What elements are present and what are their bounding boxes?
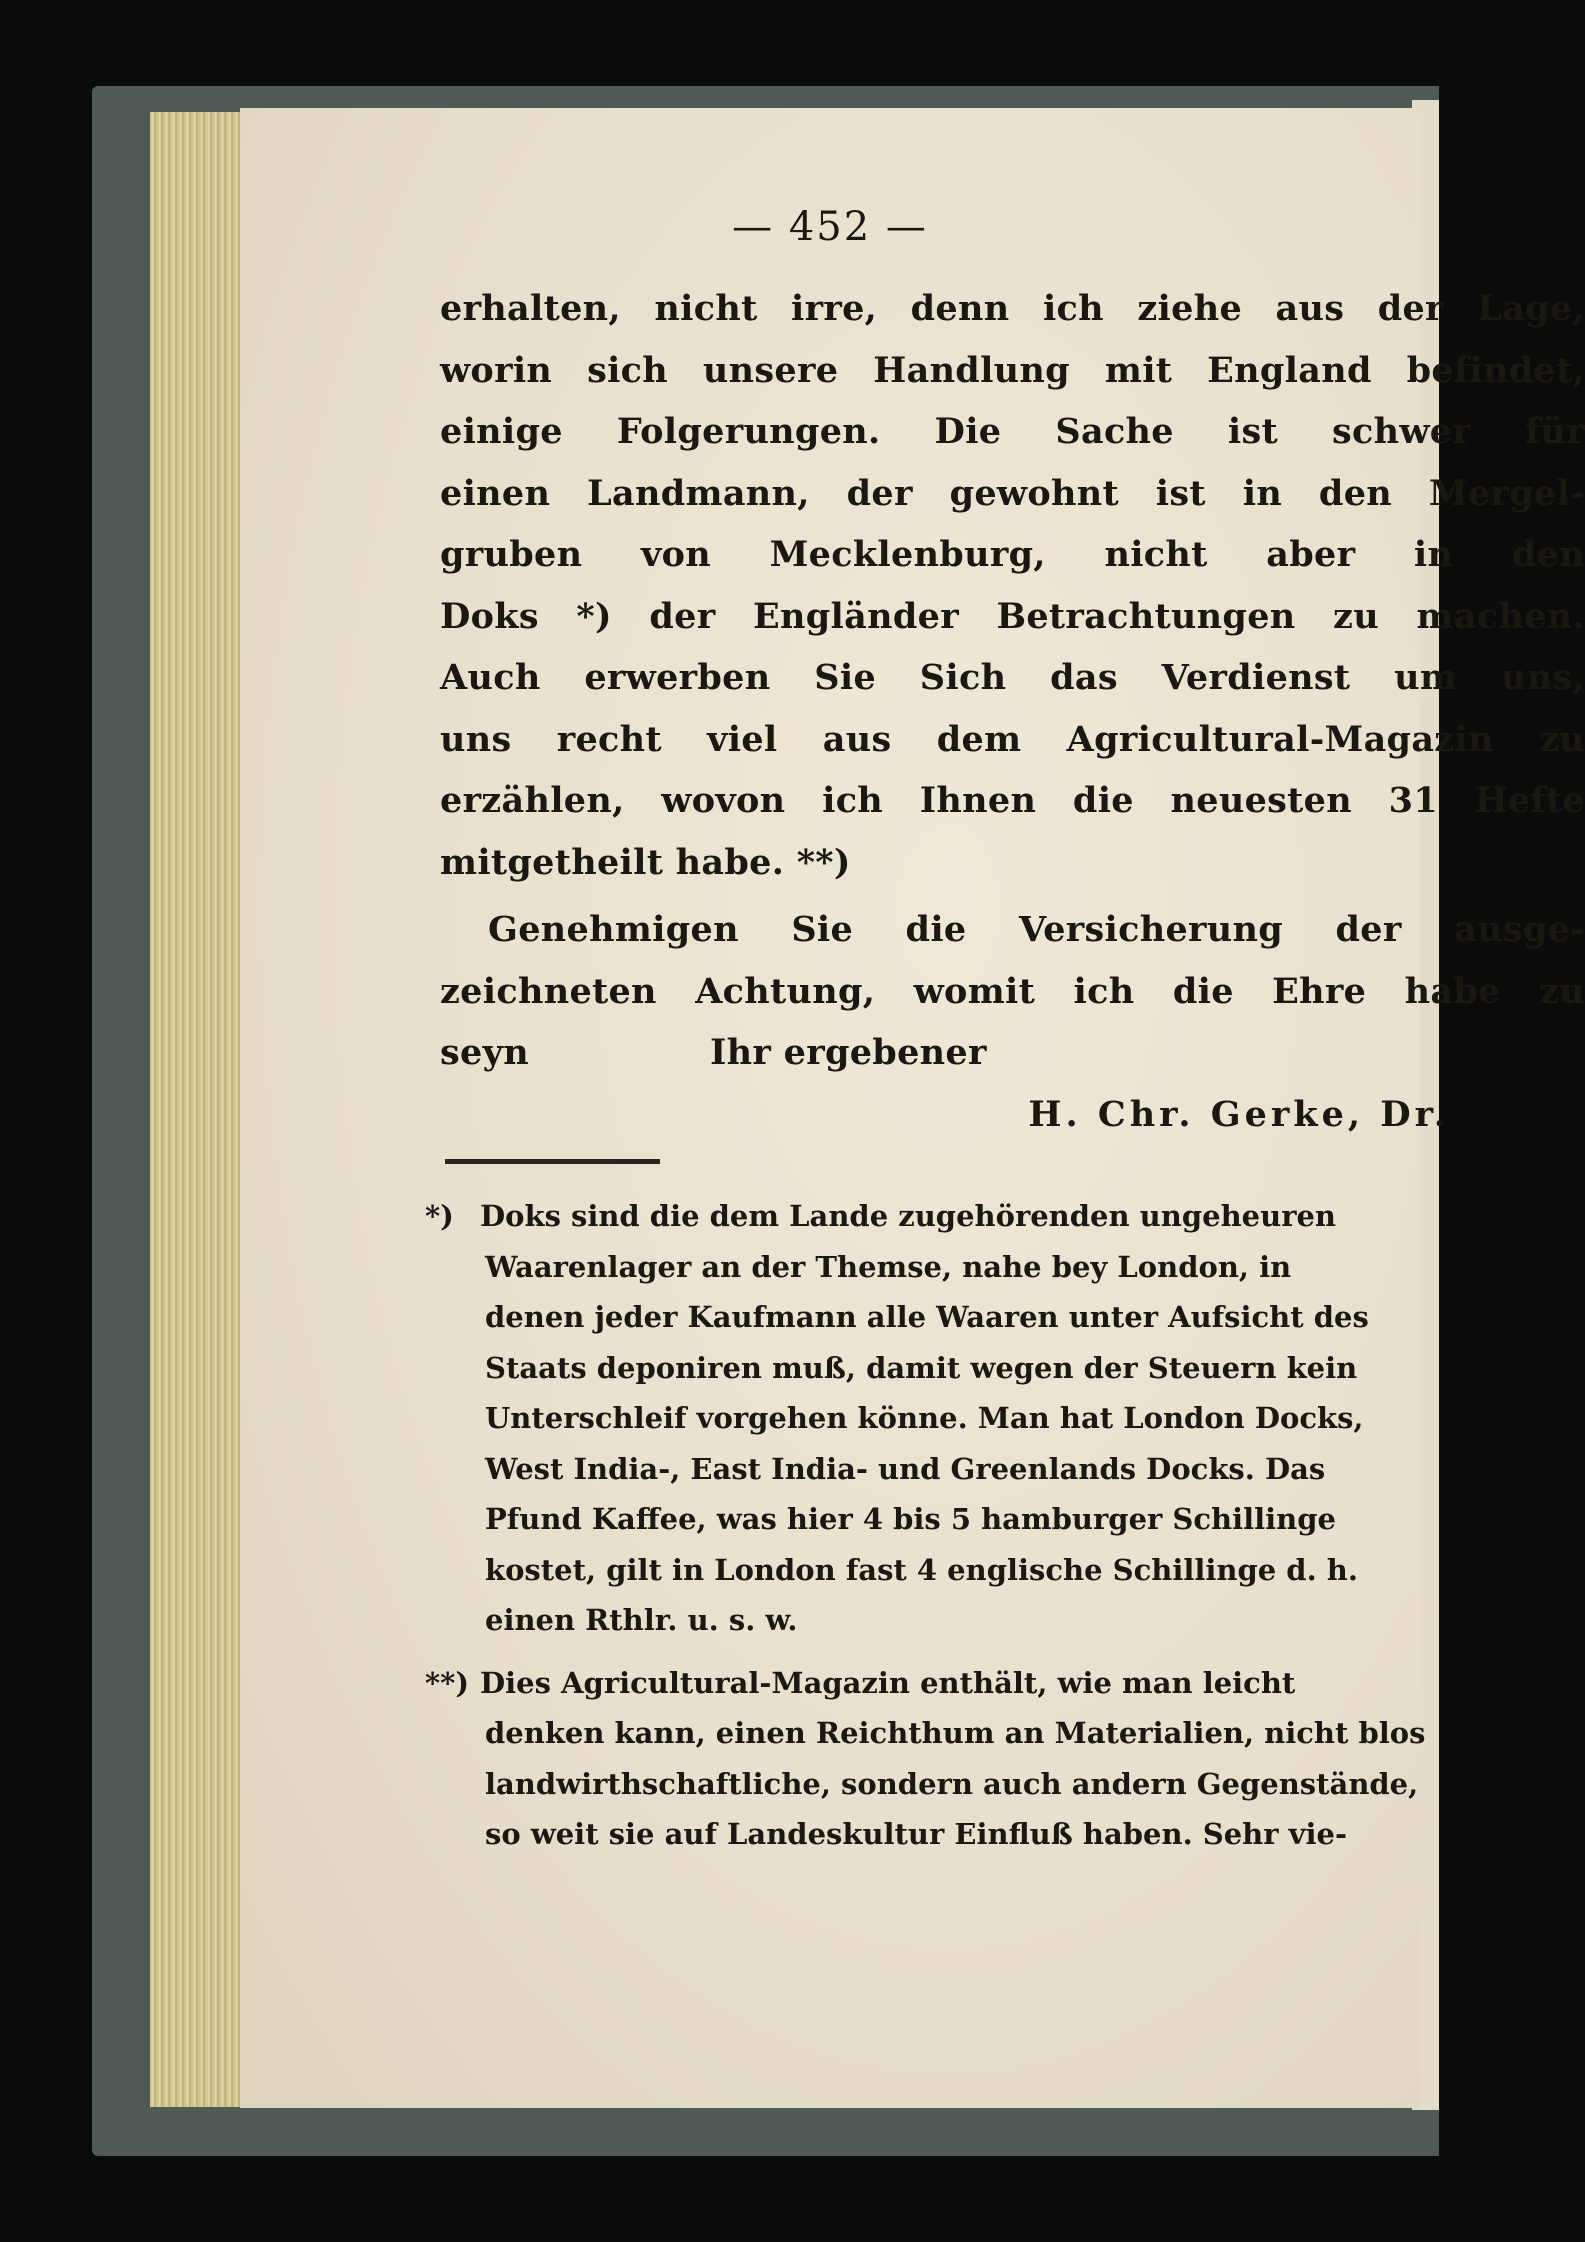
letter-line: einen Landmann, der gewohnt ist in den Mergel- (440, 472, 1585, 514)
letter-line: mitgetheilt habe. **) (440, 841, 851, 883)
letter-line: gruben von Mecklenburg, nicht aber in den (440, 534, 1585, 575)
footnote-rule (445, 1159, 660, 1164)
letter-line: einige Folgerungen. Die Sache ist schwer für (440, 411, 1585, 452)
letter-line: Doks *) der Engländer Betrachtungen zu machen. (440, 595, 1585, 637)
footnote-marker: *) (425, 1199, 454, 1233)
footnote-line: kostet, gilt in London fast 4 englische Schillinge d. h. (485, 1552, 1358, 1587)
closing-salutation: Ihr ergebener (710, 1032, 987, 1073)
book-page (240, 108, 1585, 2108)
letter-body (440, 278, 1585, 1145)
signature: H. Chr. Gerke, Dr. (1028, 1093, 1450, 1135)
footnote-marker: **) (425, 1665, 470, 1700)
footnote-line: denen jeder Kaufmann alle Waaren unter Aufsicht des (485, 1300, 1369, 1334)
footnote-line: Waarenlager an der Themse, nahe bey London, in (485, 1249, 1292, 1284)
footnotes (425, 1191, 1585, 1860)
letter-line: erhalten, nicht irre, denn ich ziehe aus der Lage, (440, 288, 1585, 329)
footnote-line (425, 1658, 1585, 1709)
closing-line: zeichneten Achtung, womit ich die Ehre habe zu (440, 970, 1585, 1012)
letter-line: worin sich unsere Handlung mit England befindet, (440, 349, 1585, 391)
seyn-word: seyn (440, 1032, 529, 1073)
footnote-text: Dies Agricultural-Magazin enthält, wie man leicht (480, 1665, 1296, 1700)
footnote-line: einen Rthlr. u. s. w. (485, 1603, 798, 1637)
letter-line: Auch erwerben Sie Sich das Verdienst um uns, (440, 657, 1585, 698)
footnote-line: Staats deponiren muß, damit wegen der Steuern kein (485, 1350, 1358, 1385)
letter-line: uns recht viel aus dem Agricultural-Magazin zu (440, 718, 1585, 760)
footnote-line: landwirthschaftliche, sondern auch andern Gegenstände, (485, 1766, 1419, 1801)
footnote-line: West India-, East India- und Greenlands Docks. Das (485, 1451, 1326, 1486)
letter-line: erzählen, wovon ich Ihnen die neuesten 31 Hefte (440, 780, 1585, 821)
footnote-text: Doks sind die dem Lande zugehörenden ungeheuren (480, 1199, 1337, 1233)
closing-row (440, 1022, 1585, 1084)
footnote-line: so weit sie auf Landeskultur Einfluß haben. Sehr vie- (485, 1817, 1347, 1851)
footnote-line: denken kann, einen Reichthum an Materialien, nicht blos (485, 1716, 1426, 1750)
page-number: — 452 — (732, 204, 928, 250)
closing-line: Genehmigen Sie die Versicherung der ausge- (488, 909, 1585, 950)
footnote-line (425, 1191, 1585, 1242)
footnote-line: Unterschleif vorgehen könne. Man hat London Docks, (485, 1401, 1364, 1435)
footnote-line: Pfund Kaffee, was hier 4 bis 5 hamburger Schillinge (485, 1502, 1336, 1536)
